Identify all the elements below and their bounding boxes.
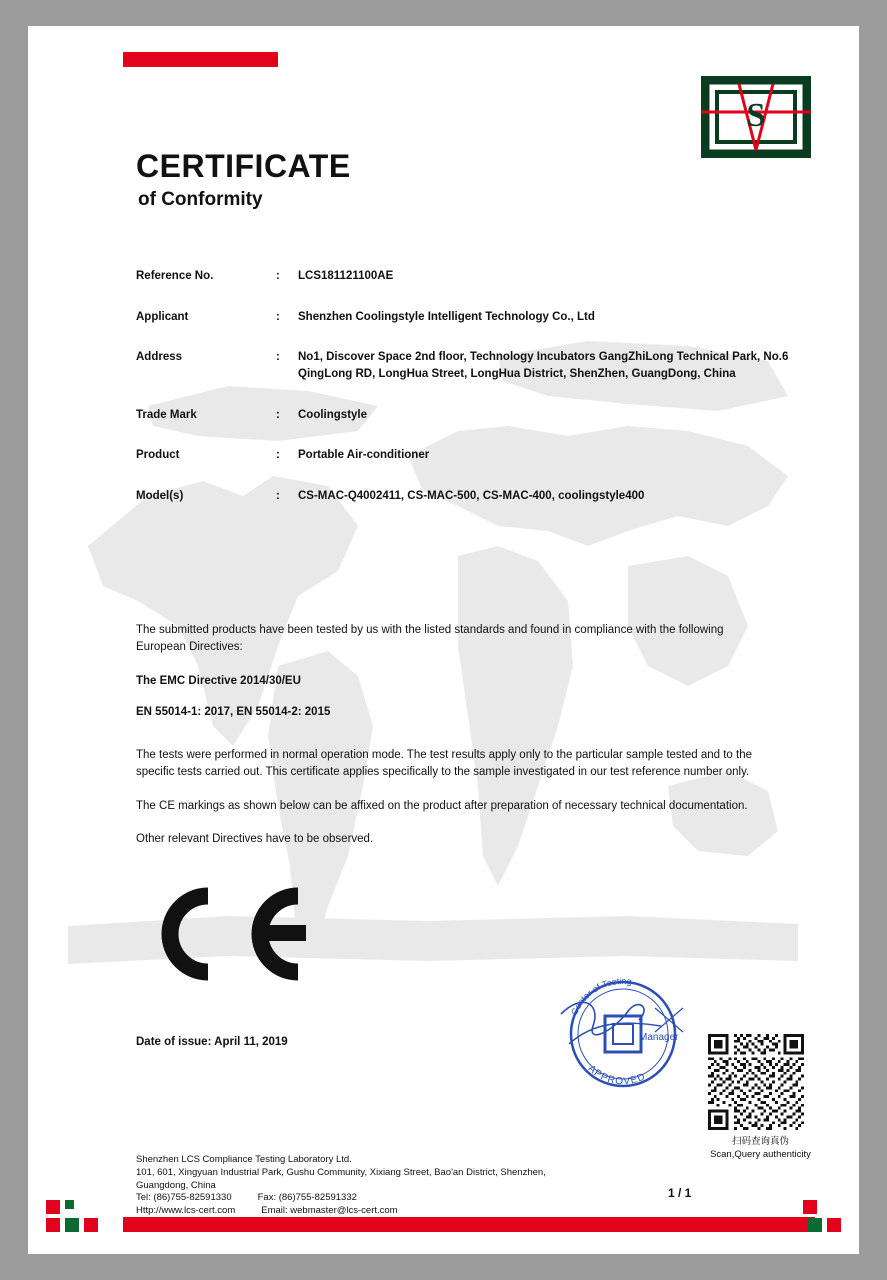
- top-red-bar: [123, 52, 278, 67]
- ce-mark-icon: [146, 886, 316, 982]
- field-row: [136, 447, 796, 464]
- field-colon: :: [276, 449, 280, 462]
- paragraph-ce-marking: The CE markings as shown below can be affixed on the product after preparation of necessary technical documentation.: [136, 799, 748, 812]
- field-label: Model(s): [136, 490, 184, 503]
- footer-tel: Tel: (86)755-82591330: [136, 1192, 232, 1204]
- decor-block: [827, 1218, 841, 1232]
- page-subtitle: of Conformity: [138, 189, 263, 210]
- field-row: [136, 309, 796, 326]
- field-label: Reference No.: [136, 270, 214, 282]
- svg-text:S: S: [746, 97, 766, 134]
- certificate-sheet: [28, 26, 859, 1254]
- footer: [136, 1154, 546, 1218]
- decor-block: [789, 1218, 803, 1232]
- footer-contact-row-1: [136, 1192, 546, 1205]
- approval-stamp: [543, 974, 703, 1099]
- field-colon: :: [276, 351, 280, 364]
- certificate-body: [136, 622, 776, 864]
- field-label: Address: [136, 351, 183, 364]
- footer-website[interactable]: Http://www.lcs-cert.com: [136, 1205, 236, 1217]
- svg-text:APPROVED: APPROVED: [585, 1063, 648, 1088]
- qr-caption: [688, 1136, 833, 1162]
- paragraph-other-directives: Other relevant Directives have to be observed.: [136, 832, 374, 845]
- field-row: [136, 268, 796, 285]
- decor-block: [46, 1218, 60, 1232]
- field-label: Product: [136, 449, 180, 462]
- paragraph-compliance: The submitted products have been tested by us with the listed standards and found in compliance with the following European Directives:: [136, 624, 724, 654]
- field-value: Shenzhen Coolingstyle Intelligent Technology Co., Ltd: [298, 310, 595, 323]
- qr-caption-en: Scan,Query authenticity: [710, 1148, 811, 1160]
- field-value: LCS181121100AE: [298, 270, 394, 282]
- field-colon: :: [276, 490, 280, 503]
- decorative-blocks-left: [46, 1218, 98, 1232]
- field-value: No1, Discover Space 2nd floor, Technology Incubators GangZhiLong Technical Park, No.6 QingLong RD, LongHua Street, LongHua District, ShenZhen, GuangDong, China: [298, 351, 789, 381]
- decor-block: [65, 1200, 74, 1209]
- decorative-blocks-left-upper: [46, 1200, 74, 1214]
- field-colon: :: [276, 408, 280, 421]
- footer-fax: Fax: (86)755-82591332: [257, 1192, 357, 1204]
- decorative-blocks-right: [789, 1218, 841, 1232]
- decorative-blocks-right-upper: [803, 1200, 817, 1214]
- certificate-fields: [136, 268, 796, 529]
- page-title: CERTIFICATE: [136, 148, 351, 184]
- field-value: CS-MAC-Q4002411, CS-MAC-500, CS-MAC-400, coolingstyle400: [298, 490, 645, 503]
- field-label: Trade Mark: [136, 408, 197, 421]
- date-of-issue: Date of issue: April 11, 2019: [136, 1036, 288, 1048]
- lcs-logo-icon: [701, 76, 811, 158]
- qr-caption-cn: 扫码查询真伪: [731, 1136, 789, 1147]
- footer-company: Shenzhen LCS Compliance Testing Laboratory Ltd.: [136, 1154, 352, 1165]
- decor-block: [84, 1218, 98, 1232]
- field-row: [136, 407, 796, 424]
- field-label: Applicant: [136, 310, 189, 323]
- footer-contact-row-2: [136, 1205, 546, 1218]
- field-value: Portable Air-conditioner: [298, 449, 430, 462]
- paragraph-tests: The tests were performed in normal operation mode. The test results apply only to the particular sample tested and to the specific tests carried out. This certificate applies specifically to the sample investigated in our test reference number only.: [136, 749, 753, 779]
- field-row: [136, 349, 796, 382]
- field-colon: :: [276, 270, 280, 282]
- svg-text:Center of Testing: Center of Testing: [569, 975, 633, 1017]
- footer-address-line2: Guangdong, China: [136, 1179, 216, 1191]
- field-value: Coolingstyle: [298, 408, 368, 421]
- decor-block: [46, 1200, 60, 1214]
- paragraph-standards: EN 55014-1: 2017, EN 55014-2: 2015: [136, 705, 331, 718]
- decor-block: [808, 1218, 822, 1232]
- bottom-red-bar: [123, 1217, 815, 1232]
- qr-code[interactable]: [708, 1034, 804, 1130]
- field-row: [136, 488, 796, 505]
- field-colon: :: [276, 310, 280, 323]
- decor-block: [65, 1218, 79, 1232]
- page-number: 1 / 1: [668, 1186, 692, 1200]
- footer-address-line1: 101, 601, Xingyuan Industrial Park, Gushu Community, Xixiang Street, Bao'an District, Shenzhen,: [136, 1166, 546, 1178]
- decor-block: [803, 1200, 817, 1214]
- svg-text:Manager: Manager: [639, 1032, 679, 1043]
- footer-email[interactable]: Email: webmaster@lcs-cert.com: [261, 1205, 398, 1217]
- paragraph-directive: The EMC Directive 2014/30/EU: [136, 674, 301, 687]
